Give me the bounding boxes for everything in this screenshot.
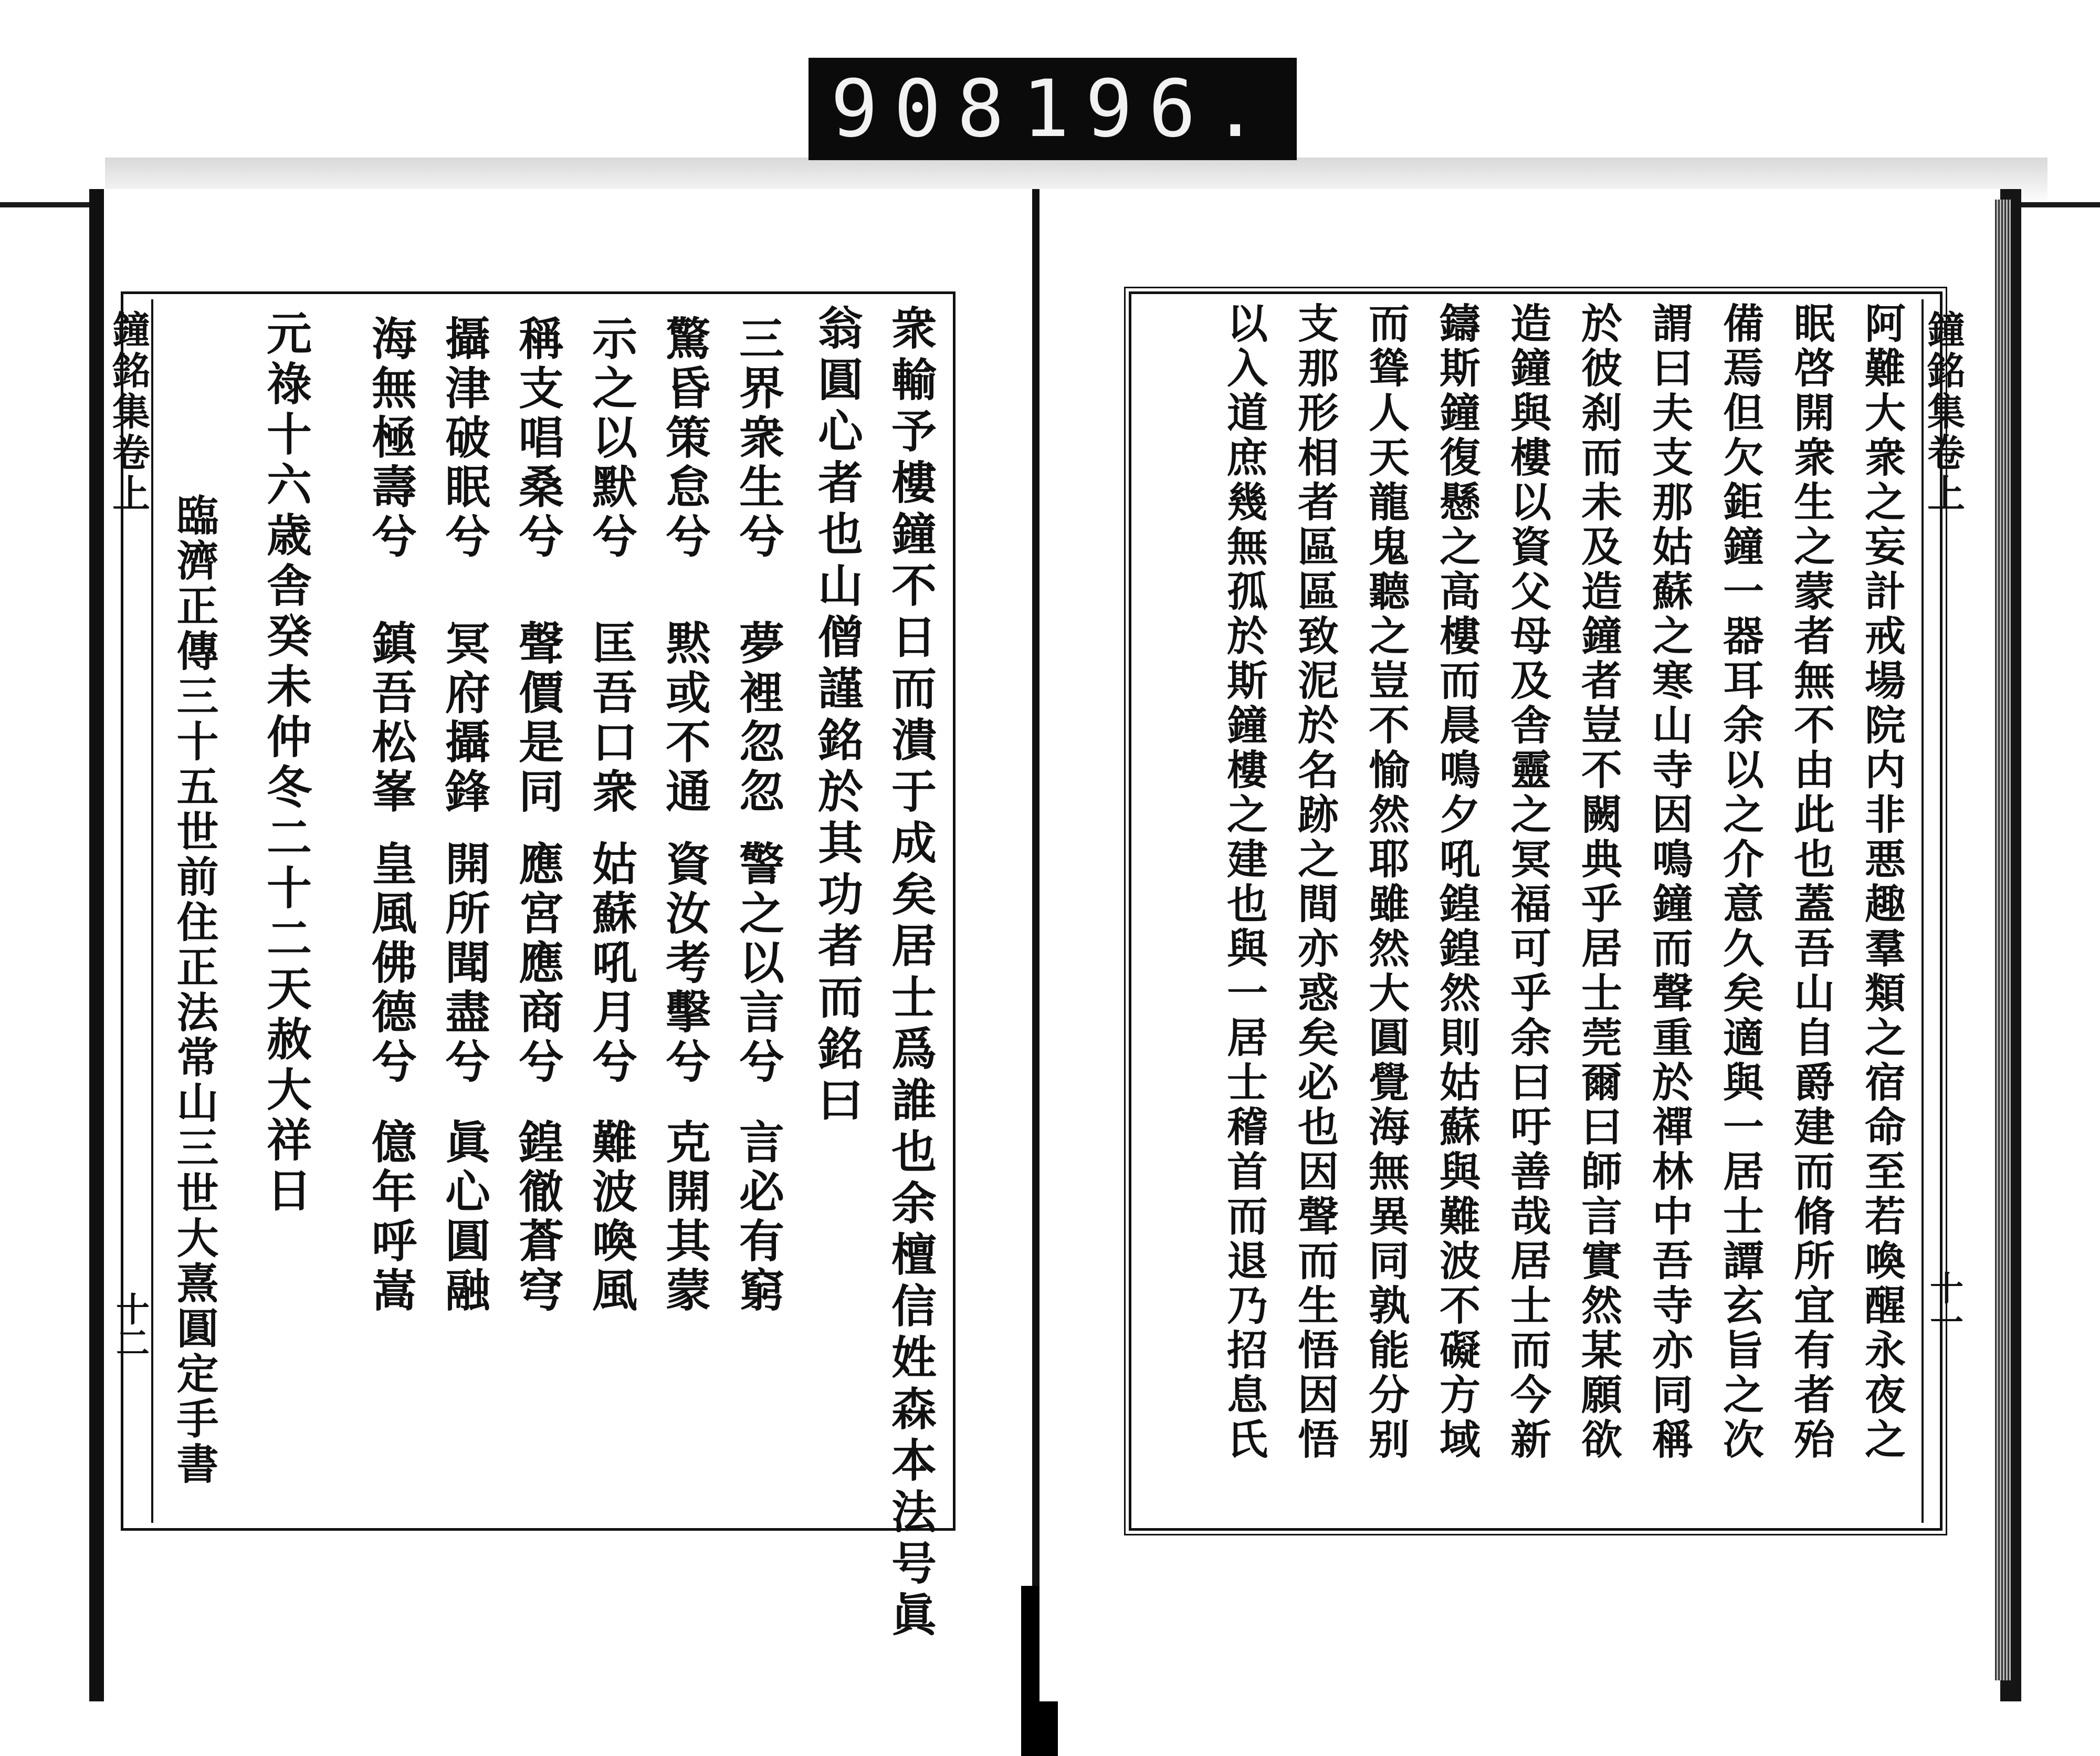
right-text-column-4: 謂曰夫支那姑蘇之寒山寺因鳴鐘而聲重於禪林中吾寺亦同稱 [1645,302,1693,1462]
verse-row-6-a: 鎮吾松峯 [364,620,417,817]
right-text-column-10: 以入道庶幾無孤於斯鐘樓之建也與一居士稽首而退乃招息氏 [1220,302,1268,1462]
verse-row-5-c: 眞心圓融 [437,1119,490,1316]
verse-col-1: 三界衆生兮 [731,315,784,562]
right-text-column-6: 造鐘與樓以資父母及舎靈之冥福可乎余曰吁善哉居士而今新 [1504,302,1551,1462]
verse-row-3-a: 匡吾口衆 [584,620,637,817]
verse-row-6-b: 皇風佛德兮 [364,840,417,1087]
left-signature-column: 臨濟正傳三十五世前住正法常山三世大熹圓定手書 [170,494,219,1487]
verse-row-4-a: 聲價是同 [511,620,564,817]
archive-label [808,58,1297,160]
left-page-header: 鐘銘集卷上 [106,310,151,515]
verse-row-4-b: 應宮應商兮 [511,840,564,1087]
verse-row-3-c: 難波喚風 [584,1119,637,1316]
verse-row-1-b: 警之以言兮 [731,840,784,1087]
verse-col-3: 示之以默兮 [584,315,637,562]
label-reel-number: 908 [830,63,1020,155]
verse-col-4: 稱支唱桑兮 [511,315,564,562]
label-frame-number: 196. [1022,63,1275,155]
right-text-column-2: 眠啓開衆生之蒙者無不由此也蓋吾山自爵建而脩所宜有者殆 [1787,302,1835,1462]
left-page-folio: 十二 [110,1292,150,1359]
left-text-column-2: 翁圓心者也山僧謹銘於其功者而銘曰 [810,305,863,1128]
right-text-column-8: 而聳人天龍鬼聽之豈不愉然耶雖然大圓覺海無異同孰能分别 [1362,302,1410,1462]
verse-row-1-c: 言必有窮 [731,1119,784,1316]
verse-row-2-a: 黙或不通 [658,620,711,817]
right-text-column-7: 鑄斯鐘復懸之高樓而晨鳴夕吼鍠鍠然則姑蘇與難波不礙方域 [1433,302,1480,1462]
verse-col-5: 攝津破眠兮 [437,315,490,562]
verse-row-4-c: 鍠徹蒼穹 [511,1119,564,1316]
verse-row-5-b: 開所聞盡兮 [437,840,490,1087]
verse-row-6-c: 億年呼嵩 [364,1119,417,1316]
verse-row-1-a: 夢裡忽忽 [731,620,784,817]
right-text-column-9: 支那形相者區區致泥於名跡之間亦惑矣必也因聲而生悟因悟 [1291,302,1339,1462]
verse-col-2: 驚昏策怠兮 [658,315,711,562]
page-edge-stack [1995,200,2011,1680]
verse-row-2-b: 資汝考擊兮 [658,840,711,1087]
left-text-column-1: 衆輸予樓鐘不日而潰于成矣居士爲誰也余檀信姓森本法号眞 [884,305,937,1643]
left-date-column: 元祿十六歳舎癸未仲冬二十二天赦大祥日 [259,310,312,1217]
right-text-column-1: 阿難大衆之妄計戒場院内非悪趣羣類之宿命至若喚醒永夜之 [1858,302,1906,1462]
right-text-column-3: 備焉但欠鉅鐘一器耳余以之介意久矣適與一居士譚玄旨之次 [1716,302,1764,1462]
right-text-column-5: 於彼刹而未及造鐘者豈不闕典乎居士莞爾曰師言實然某願欲 [1574,302,1622,1462]
verse-col-6: 海無極壽兮 [364,315,417,562]
verse-row-2-c: 克開其蒙 [658,1119,711,1316]
verse-row-3-b: 姑蘇吼月兮 [584,840,637,1087]
right-page-header: 鐘銘集卷上 [1921,310,1966,515]
verse-row-5-a: 冥府攝鋒 [437,620,490,817]
right-page-folio: 十一 [1924,1271,1964,1338]
